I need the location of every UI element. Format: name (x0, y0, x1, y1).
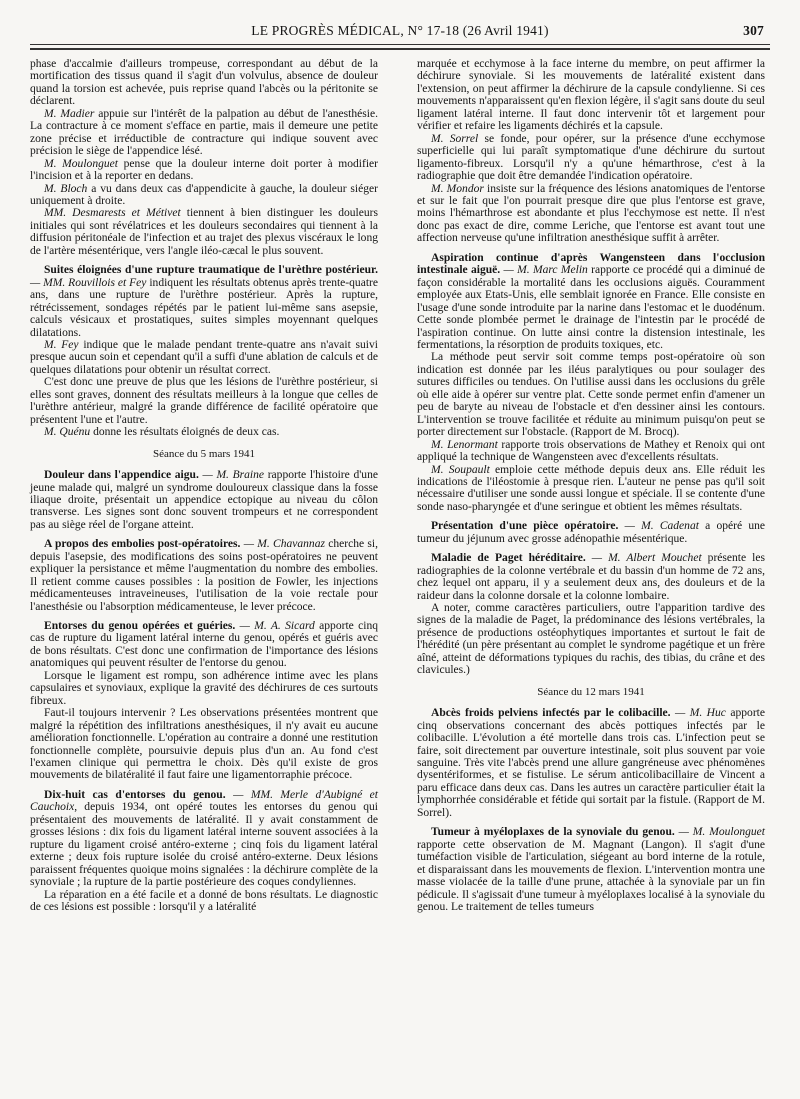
paragraph (30, 264, 378, 339)
paragraph (30, 108, 378, 158)
paragraph-text: a vu dans deux cas d'appendicite à gauche, la douleur siéger uniquement à droite. (30, 182, 378, 207)
paragraph-text: apporte cinq cas de rupture du ligament latéral interne du genou, opérés et guéris avec de bons résultats. C'est donc une confirmation de l'importance des lésions anatomiques qui peuvent résulter de l'entorse du genou. (30, 620, 378, 670)
paragraph-text: pense que la douleur interne doit porter à modifier l'incision et à la reporter en dedans. (30, 157, 378, 183)
section-heading: Présentation d'une pièce opératoire. (431, 520, 619, 533)
paragraph-text: présente les radiographies de la colonne vertébrale et du bassin d'un homme de 72 ans, chez lequel ont apparu, il y a seulement deux ans, des douleurs et de la raideur dans la colonne dorsale et la colonne lombaire. (417, 552, 765, 602)
speaker-name: — M. Huc (670, 707, 726, 720)
speaker-name: M. Madier (44, 107, 95, 120)
paragraph (30, 376, 378, 426)
speaker-name: — M. Moulonguet (674, 826, 766, 839)
paragraph-text: tiennent à bien distinguer les douleurs initiales qui sont révélatrices et les douleurs secondaires qui tiennent à la diffusion péritonéale de l'infection et au trajet des plexus viscéraux le long de l'artère mésentérique, vers l'angle iléo-cæcal le plus souvent. (30, 207, 378, 257)
speaker-name: — M. Braine (198, 469, 265, 482)
paragraph-text: rapporte l'histoire d'une jeune malade qui, malgré un syndrome douloureux classique dans la fosse iliaque droite, présentait un appendice ectopique au niveau du côlon transverse. Les signes sont donc souvent trompeurs et ne correspondent pas au siège réel de l'organe atteint. (30, 469, 378, 531)
paragraph (30, 426, 378, 438)
paragraph-text: La méthode peut servir soit comme temps post-opératoire où son indication est donnée par les iléus paralytiques ou pour soulager des sutures difficiles ou tendues. On l'utilise aussi dans les occlusions du grêle où elle aide à opérer sur ventre plat. Cette sonde permet enfin d'amener un peu de baryte au niveau de l'obstacle et d'en dessiner ainsi les contours. L'intervention se trouve facilitée et réduite au minimum puisqu'on peut se porter directement sur l'obstacle. (Rapport de M. Brocq). (417, 351, 765, 439)
paragraph-text: se fonde, pour opérer, sur la présence d'une ecchymose superficielle qui lui paraît symptomatique d'une déchirure du surtout ligamento-fibreux. Lorsqu'il n'y a qu'une hémarthrose, c'est à la radiographie que doit être demandée l'indication opératoire. (417, 132, 765, 183)
paragraph-text: indiquent les résultats obtenus après trente-quatre ans, dans une rupture de l'urèthre postérieur. Après la rupture, rétrécissement, sondages répétés par le patient lui-même sans asepsie, calculs vésicaux et prostatiques, suites simples moyennant quelques dilatations. (30, 276, 378, 339)
section-heading: Aspiration continue d'après Wangensteen dans l'occlusion intestinale aiguë. (417, 251, 765, 277)
paragraph-text: apporte cinq observations concernant des abcès pottiques infectés par le colibacille. L'évolution a été mortelle dans trois cas. L'infection peut se faire, soit directement par ouverture intestinale, soit plus souvent par voie sanguine. Très vite l'abcès prend une allure gangréneuse avec phénomènes dysentériformes, et se fistulise. Le sérum anticolibacillaire de Vincent a paru efficace dans deux cas. Dans les autres un caractère particulier était la lymphorrhée considérable et fétide qui sortait par la fistule. (Rapport de M. Sorrel). (417, 707, 766, 819)
paragraph (30, 620, 378, 670)
speaker-name: M. Soupault (431, 463, 490, 476)
paragraph (417, 58, 765, 133)
paragraph-text: appuie sur l'intérêt de la palpation au début de l'anesthésie. La contracture à ce moment s'efface en partie, mais il demeure une petite zone précise et irréductible de contracture qui indique souvent avec précision le siège de l'appendice lésé. (30, 107, 378, 158)
paragraph-text: A noter, comme caractères particuliers, outre l'apparition tardive des signes de la maladie de Paget, la prédominance des lésions vertébrales, la présence de productions ostéophytiques importantes et surtout le fait de l'hérédité (un père présentant au complet le syndrome pagétique et un frère aîné, atteint de déformations typiques du rachis, des tibias, du crâne et des clavicules.) (417, 602, 765, 677)
speaker-name: — M. Cadenat (618, 520, 699, 533)
speaker-name: M. Bloch (44, 182, 88, 195)
paragraph-text: a opéré une tumeur du jéjunum avec grosse adénopathie mésentérique. (417, 520, 766, 545)
paragraph (417, 552, 765, 602)
section-heading: Douleur dans l'appendice aigu. (44, 469, 199, 482)
session-date: Séance du 5 mars 1941 (152, 447, 256, 460)
header-rule (30, 44, 770, 50)
paragraph (417, 520, 765, 545)
paragraph (417, 351, 765, 438)
paragraph (417, 826, 765, 913)
paragraph-text: indique que le malade pendant trente-quatre ans n'avait suivi presque aucun soin et cependant qu'il a suffi d'une ablation de calculs et de quelques dilatations pour obtenir un résultat correct. (30, 338, 378, 376)
section-heading: A propos des embolies post-opératoires. (44, 538, 241, 551)
paragraph (30, 158, 378, 183)
paragraph (417, 252, 765, 352)
paragraph-text: marquée et ecchymose à la face interne du membre, on peut affirmer la déchirure synoviale. Si les mouvements de latéralité existent dans l'extension, on peut affirmer la déchirure de la capsule condylienne. Si ces mouvements n'apparaissent qu'en flexion légère, il s'agit sans doute du seul ligament latéral interne. Il faut donc intervenir tôt et largement pour vérifier et refaire les ligaments déchirés et la capsule. (417, 58, 765, 133)
section-heading: Tumeur à myéloplaxes de la synoviale du genou. (431, 826, 675, 839)
section-heading: Maladie de Paget héréditaire. (431, 552, 586, 565)
paragraph (30, 207, 378, 257)
section-heading: Suites éloignées d'une rupture traumatique de l'urèthre postérieur. (44, 264, 378, 277)
session-date: Séance du 12 mars 1941 (537, 685, 645, 698)
speaker-name: M. Moulonguet (44, 157, 118, 170)
speaker-name: — M. Chavannaz (240, 538, 325, 551)
paragraph-text: , depuis 1934, ont opéré toutes les entorses du genou qui présentaient des mouvements de latéralité. Il y avait constamment de grosses lésions : dix fois du ligament latéral interne souvent associées à la rupture du ligament croisé antéro-externe ; cinq fois du ligament latéral externe ; deux fois rupture isolée du croisé antéro-externe. Deux lésions paraissent fréquentes quoique moins signalées : la déchirure complète de la synoviale ; la rupture de la partie postérieure des coques condyliennes. (30, 801, 378, 889)
speaker-name: M. Fey (44, 338, 79, 351)
paragraph-text: emploie cette méthode depuis deux ans. Elle réduit les indications de l'iléostomie à presque rien. L'auteur ne pense pas qu'il soit nécessaire d'utiliser une sonde aussi longue et spéciale. Il se contente d'une sonde naso-pharyngée et d'une seringue et obtient les mêmes résultats. (417, 463, 765, 513)
page-number: 307 (743, 23, 764, 38)
paragraph-text: donne les résultats éloignés de deux cas. (90, 426, 280, 439)
paragraph (417, 439, 765, 464)
paragraph-text: insiste sur la fréquence des lésions anatomiques de l'entorse et sur le fait que l'on pourrait presque dire que plus l'entorse est grave, moins l'hémarthrose est abondante et plus l'ecchymose est nette. Il n'est donc pas exact de dire, comme Leriche, que l'entorse est avant tout une affection nerveuse qu'une infiltration anesthésique suffit à arrêter. (417, 182, 765, 245)
section-heading: Dix-huit cas d'entorses du genou. (44, 788, 226, 801)
journal-title: LE PROGRÈS MÉDICAL, N° 17-18 (26 Avril 1941) (251, 23, 549, 38)
running-header (30, 23, 770, 41)
paragraph-text: rapporte ce procédé qui a diminué de façon considérable la mortalité dans les occlusions aiguës. Couramment employée aux Etats-Unis, elle semblait ignorée en France. Elle consiste en l'usage d'une sonde introduite par la narine dans l'estomac et le duodénum. Cette sonde plombée permet le drainage de l'intestin par le procédé de l'aspiration continue. On lutte ainsi contre la distension intestinale, les fermentations, la résorption de produits toxiques, etc. (417, 264, 765, 351)
right-column (417, 58, 765, 913)
paragraph-text: C'est donc une preuve de plus que les lésions de l'urèthre postérieur, si elles sont graves, donnent des résultats meilleurs à la longue que celles de l'urèthre antérieur, malgré la grande différence de facilité opératoire que présentent l'une et l'autre. (30, 376, 378, 426)
paragraph (417, 464, 765, 514)
paragraph (30, 538, 378, 613)
speaker-name: — M. Albert Mouchet (585, 552, 702, 565)
paragraph (417, 133, 765, 183)
section-heading: Entorses du genou opérées et guéries. (44, 620, 236, 633)
speaker-name: — MM. Merle d'Aubigné et Cauchoix (30, 788, 379, 814)
paragraph (30, 789, 378, 889)
paragraph (30, 183, 378, 208)
left-column (30, 58, 378, 913)
paragraph (30, 339, 378, 376)
paragraph-text: La réparation en a été facile et a donné de bons résultats. Le diagnostic de ces lésions est possible : lorsqu'il y a latéralité (30, 888, 378, 913)
paragraph-text: phase d'accalmie d'ailleurs trompeuse, correspondant au début de la mortification des tissus quand il s'agit d'un volvulus, absence de douleur quand la torsion est achevée, puis reprise quand l'abcès ou la péritonite se déclarent. (30, 58, 378, 108)
paragraph (417, 602, 765, 677)
paragraph-text: cherche si, depuis l'asepsie, des modifications des soins post-opératoires ne peuvent expliquer la persistance et même l'augmentation du nombre des embolies. Il retient comme causes possibles : la position de Fowler, les injections médicamenteuses intraveineuses, l'utilisation de la voie rectale pour l'anesthésie ou l'absorption médicamenteuse, le lever précoce. (30, 538, 378, 613)
paragraph (30, 670, 378, 707)
paragraph-text: rapporte trois observations de Mathey et Renoix qui ont appliqué la technique de Wangensteen avec d'excellents résultats. (417, 438, 765, 464)
paragraph-text: rapporte cette observation de M. Magnant (Langon). Il s'agit d'une tuméfaction visible de l'articulation, siégeant au bord interne de la rotule, et disparaissant dans les mouvements de flexion. L'intervention montra une masse violacée de la taille d'une prune, attachée à la synoviale par un fin pédicule. Il s'agissait d'une tumeur à myéloplaxes localisé à la synoviale du genou. Le traitement de telles tumeurs (417, 838, 765, 913)
speaker-name: M. Quénu (44, 426, 91, 439)
paragraph-text: Faut-il toujours intervenir ? Les observations présentées montrent que malgré la répétition des infiltrations anesthésiques, il n'y avait eu aucune amélioration fonctionnelle. L'opération au contraire a donné une restitution fonctionnelle complète, poursuivie depuis plus d'un an. Au fond c'est l'examen clinique qui permettra le choix. Dès qu'il existe de gros mouvements de bilatéralité il faut faire une ligamentorraphie précoce. (30, 707, 378, 782)
speaker-name: MM. Desmarests et Métivet (44, 207, 181, 220)
paragraph-text: Lorsque le ligament est rompu, son adhérence intime avec les plans capsulaires et synoviaux, explique la gravité des déchirures de ces surtouts fibreux. (30, 669, 378, 707)
speaker-name: M. Lenormant (431, 438, 498, 451)
speaker-name: M. Sorrel (431, 132, 479, 145)
speaker-name: — M. A. Sicard (235, 620, 315, 633)
section-heading: Abcès froids pelviens infectés par le colibacille. (431, 707, 671, 720)
paragraph (30, 707, 378, 782)
paragraph (30, 889, 378, 914)
paragraph (417, 183, 765, 245)
speaker-name: M. Mondor (431, 182, 484, 195)
speaker-name: — MM. Rouvillois et Fey (30, 276, 147, 289)
paragraph (30, 469, 378, 531)
paragraph (30, 58, 378, 108)
speaker-name: — M. Marc Melin (500, 264, 588, 277)
paragraph (417, 707, 765, 819)
